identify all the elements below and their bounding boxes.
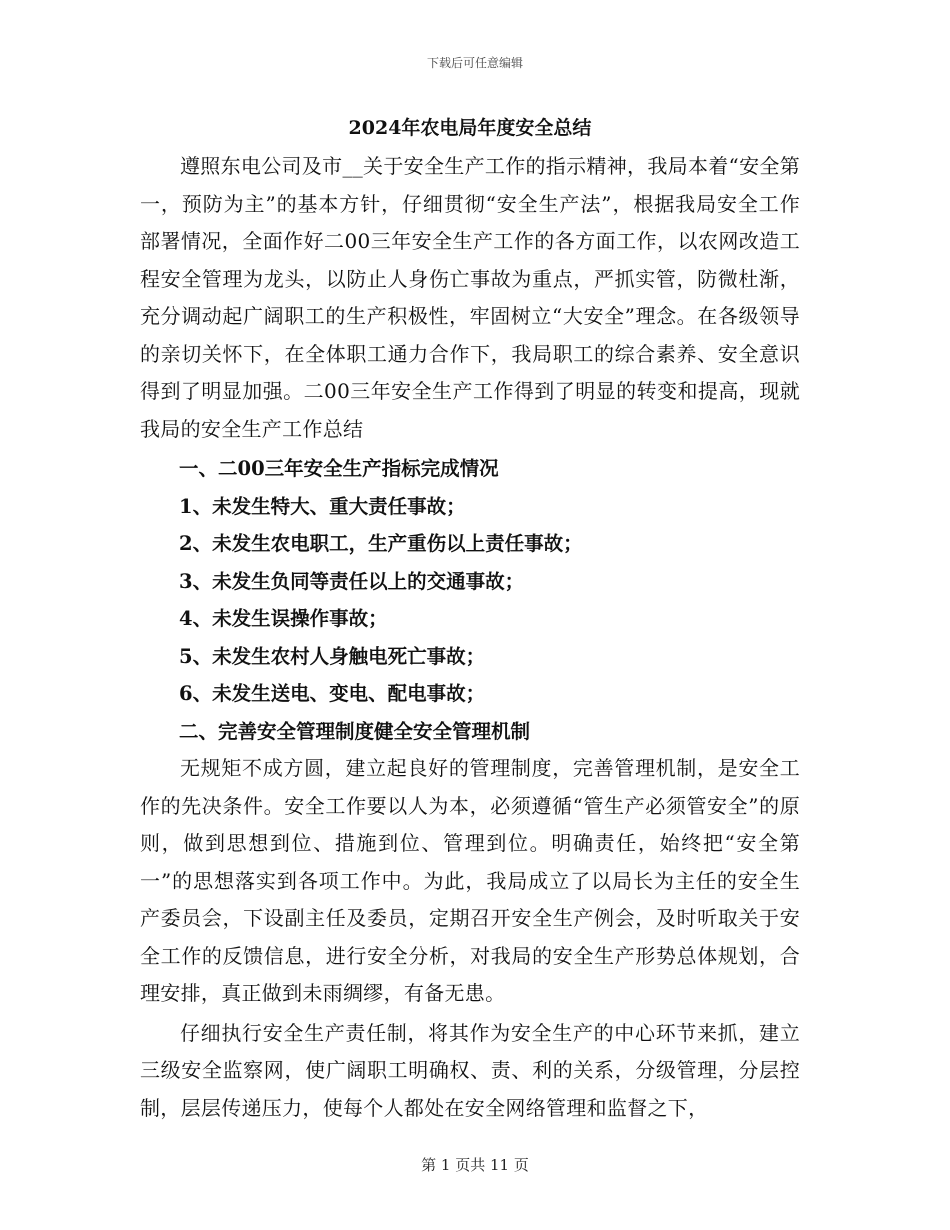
section-1-item-3: 3、未发生负同等责任以上的交通事故； xyxy=(179,569,525,593)
header-note: 下载后可任意编辑 xyxy=(426,56,523,70)
intro-paragraph: 遵照东电公司及市__关于安全生产工作的指示精神，我局本着“安全第一，预防为主”的基本方针，仔细贯彻“安全生产法”，根据我局安全工作部署情况，全面作好二00三年安全生产工作的各方面工作，以农网改造工程安全管理为龙头，以防止人身伤亡事故为重点，严抓实管，防微杜渐，充分调动起广阔职工的生产积极性，牢固树立“大安全”理念。在各级领导的亲切关怀下，在全体职工通力合作下，我局职工的综合素养、安全意识得到了明显加强。二00三年安全生产工作得到了明显的转变和提高，现就我局的安全生产工作总结 xyxy=(140,154,800,441)
section-1-item-2: 2、未发生农电职工，生产重伤以上责任事故； xyxy=(179,532,583,555)
document-body xyxy=(140,110,800,1127)
section-1-item-1: 1、未发生特大、重大责任事故； xyxy=(179,494,466,518)
section-1-heading: 一、二00三年安全生产指标完成情况 xyxy=(179,457,499,480)
section-1-item-5: 5、未发生农村人身触电死亡事故； xyxy=(179,644,486,668)
section-1-item-4: 4、未发生误操作事故； xyxy=(179,607,388,630)
section-1-item-6: 6、未发生送电、变电、配电事故； xyxy=(179,682,486,705)
section-2-paragraph-1: 无规矩不成方圆，建立起良好的管理制度，完善管理机制，是安全工作的先决条件。安全工作要以人为本，必须遵循“管生产必须管安全”的原则，做到思想到位、措施到位、管理到位。明确责任，始终把“安全第一”的思想落实到各项工作中。为此，我局成立了以局长为主任的安全生产委员会，下设副主任及委员，定期召开安全生产例会，及时听取关于安全工作的反馈信息，进行安全分析，对我局的安全生产形势总体规划，合理安排，真正做到未雨绸缪，有备无患。 xyxy=(140,756,800,1005)
section-2-paragraph-2: 仔细执行安全生产责任制，将其作为安全生产的中心环节来抓，建立三级安全监察网，使广阔职工明确权、责、利的关系，分级管理，分层控制，层层传递压力，使每个人都处在安全网络管理和监督之下， xyxy=(140,1020,800,1120)
document-title: 2024年农电局年度安全总结 xyxy=(348,117,592,139)
section-2-heading: 二、完善安全管理制度健全安全管理机制 xyxy=(179,719,531,743)
page-number-footer: 第 1 页共 11 页 xyxy=(421,1156,529,1174)
